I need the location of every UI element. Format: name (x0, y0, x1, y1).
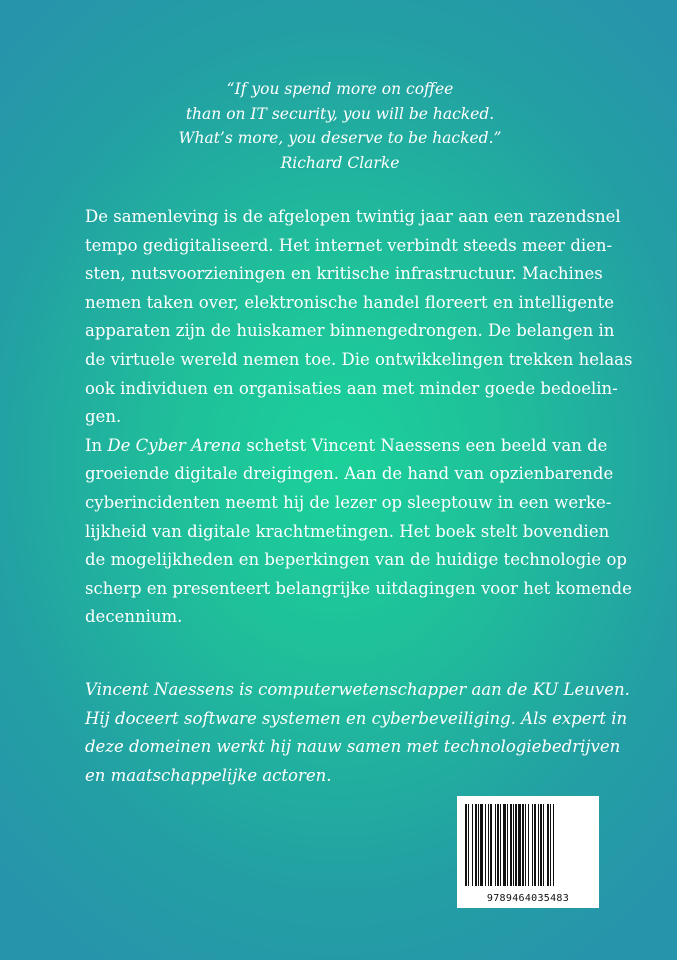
barcode-bar (490, 804, 492, 886)
quote-line: “If you spend more on coffee (226, 80, 454, 98)
text-line: de mogelijkheden en beperkingen van de huidige technologie op (85, 550, 627, 570)
text-line: nemen taken over, elektronische handel floreert en intelligente (85, 292, 615, 312)
barcode-bar (480, 804, 483, 886)
bio-line: en maatschappelijke actoren. (85, 765, 332, 785)
barcode-bar (497, 804, 499, 886)
barcode-bar (550, 804, 551, 886)
text-line: tempo gedigitaliseerd. Het internet verbindt steeds meer dien- (85, 235, 613, 255)
barcode-bar (534, 804, 536, 886)
text-line: de virtuele wereld nemen toe. Die ontwikkelingen trekken helaas (85, 349, 633, 369)
isbn-number: 9789464035483 (486, 893, 570, 904)
text-fragment: schetst Vincent Naessens een beeld van de (241, 435, 608, 455)
author-bio (85, 676, 630, 790)
text-line: decennium. (85, 607, 183, 627)
text-fragment: In (85, 435, 108, 455)
barcode-bar (522, 804, 524, 886)
barcode-bar (507, 804, 508, 886)
barcode-bar (532, 804, 533, 886)
barcode-bar (553, 804, 554, 886)
barcode-bar (540, 804, 542, 886)
text-line: groeiende digitale dreigingen. Aan de hand van opzienbarende (85, 464, 614, 484)
text-line: sten, nutsvoorzieningen en kritische infrastructuur. Machines (85, 264, 603, 284)
barcode-bar (503, 804, 506, 886)
barcode-bar (528, 804, 529, 886)
barcode-bar (495, 804, 496, 886)
barcode-bar (475, 804, 477, 886)
text-line: lijkheid van digitale krachtmetingen. Het boek stelt bovendien (85, 521, 610, 541)
barcode-bars (465, 804, 591, 886)
blurb-text (85, 203, 633, 632)
quote-line: What’s more, you deserve to be hacked.” (178, 129, 502, 147)
barcode-bar (518, 804, 521, 886)
barcode-bar (485, 804, 486, 886)
barcode-bar (500, 804, 501, 886)
quote-author: Richard Clarke (280, 153, 400, 172)
blurb-paragraph-2 (85, 432, 632, 632)
barcode-bar (488, 804, 489, 886)
barcode-bar (515, 804, 517, 886)
barcode-bar (547, 804, 549, 886)
quote-line: than on IT security, you will be hacked. (185, 104, 495, 123)
isbn-barcode (457, 796, 599, 908)
bio-line: Hij doceert software systemen en cyberbeveiliging. Als expert in (85, 708, 628, 728)
barcode-bar (513, 804, 514, 886)
barcode-bar (465, 804, 467, 886)
blurb-paragraph-1 (85, 203, 633, 432)
text-line: scherp en presenteert belangrijke uitdagingen voor het komende (85, 578, 632, 598)
text-line: De samenleving is de afgelopen twintig jaar aan een razendsnel (85, 207, 621, 226)
barcode-bar (510, 804, 512, 886)
barcode-bar (538, 804, 539, 886)
text-line: ook individuen en organisaties aan met minder goede bedoelin- (85, 378, 618, 398)
text-line (85, 432, 608, 461)
barcode-bar (525, 804, 526, 886)
bio-line: deze domeinen werkt hij nauw samen met technologiebedrijven (85, 737, 621, 757)
epigraph-quote (150, 77, 530, 175)
text-line: apparaten zijn de huiskamer binnengedrongen. De belangen in (85, 321, 615, 341)
barcode-bar (543, 804, 544, 886)
book-title: De Cyber Arena (107, 435, 242, 455)
text-line: cyberincidenten neemt hij de lezer op sleeptouw in een werke- (85, 492, 612, 512)
text-line: gen. (85, 407, 122, 427)
bio-line: Vincent Naessens is computerwetenschapper aan de KU Leuven. (85, 680, 630, 699)
barcode-bar (472, 804, 473, 886)
barcode-bar (468, 804, 469, 886)
barcode-bar (478, 804, 479, 886)
